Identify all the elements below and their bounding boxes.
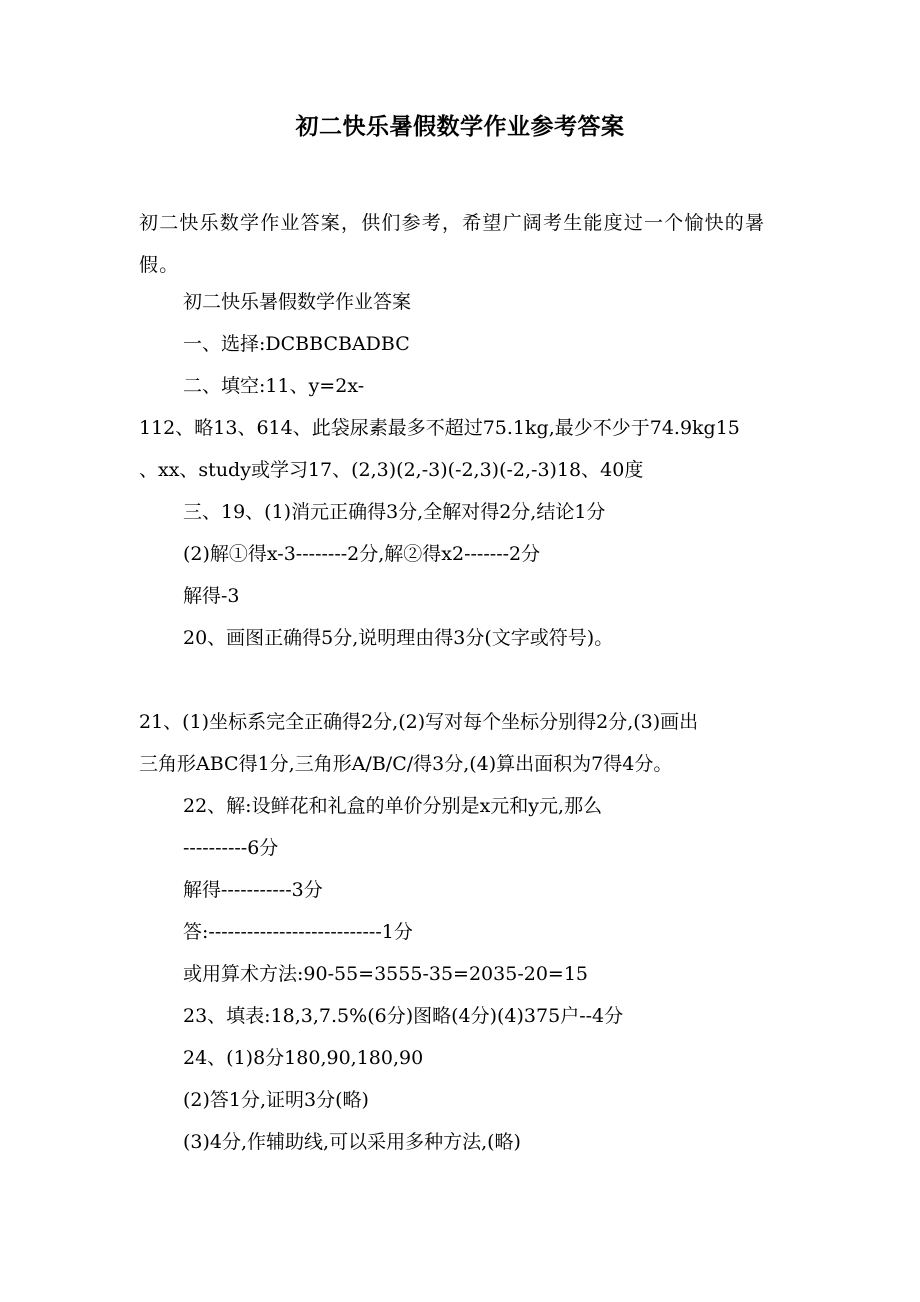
answer-q22-5: 或用算术方法:90-55=3555-35=2035-20=15 bbox=[183, 963, 589, 985]
answer-q22-4: 答:---------------------------1分 bbox=[183, 921, 413, 943]
intro-paragraph: 初二快乐数学作业答案，供们参考，希望广阔考生能度过一个愉快的暑假。 bbox=[139, 212, 766, 276]
answer-q21-1: 21、(1)坐标系完全正确得2分,(2)写对每个坐标分别得2分,(3)画出 bbox=[139, 711, 699, 733]
answer-q20: 20、画图正确得5分,说明理由得3分(文字或符号)。 bbox=[183, 627, 614, 649]
answer-fill-3: 、xx、study或学习17、(2,3)(2,-3)(-2,3)(-2,-3)18、40度 bbox=[139, 459, 644, 481]
answer-q21-2: 三角形ABC得1分,三角形A/B/C/得3分,(4)算出面积为7得4分。 bbox=[139, 753, 673, 775]
answer-q19-3: 解得-3 bbox=[183, 585, 240, 607]
answer-q22-2: ----------6分 bbox=[183, 837, 279, 859]
page-title: 初二快乐暑假数学作业参考答案 bbox=[295, 113, 625, 140]
answer-q19-2: (2)解①得x-3--------2分,解②得x2-------2分 bbox=[183, 543, 541, 565]
answer-q23: 23、填表:18,3,7.5%(6分)图略(4分)(4)375户--4分 bbox=[183, 1005, 624, 1027]
answer-fill-2: 112、略13、614、此袋尿素最多不超过75.1kg,最少不少于74.9kg15 bbox=[139, 417, 740, 439]
answer-fill-1: 二、填空:11、y=2x- bbox=[183, 375, 365, 397]
answer-choice: 一、选择:DCBBCBADBC bbox=[183, 333, 410, 355]
answer-q19-1: 三、19、(1)消元正确得3分,全解对得2分,结论1分 bbox=[183, 501, 606, 523]
answer-q22-3: 解得-----------3分 bbox=[183, 879, 323, 901]
answer-q24-2: (2)答1分,证明3分(略) bbox=[183, 1089, 369, 1111]
section-subtitle: 初二快乐暑假数学作业答案 bbox=[183, 291, 412, 313]
answer-q24-3: (3)4分,作辅助线,可以采用多种方法,(略) bbox=[183, 1131, 521, 1153]
answer-q24-1: 24、(1)8分180,90,180,90 bbox=[183, 1047, 424, 1069]
answer-q22-1: 22、解:设鲜花和礼盒的单价分别是x元和y元,那么 bbox=[183, 795, 603, 817]
